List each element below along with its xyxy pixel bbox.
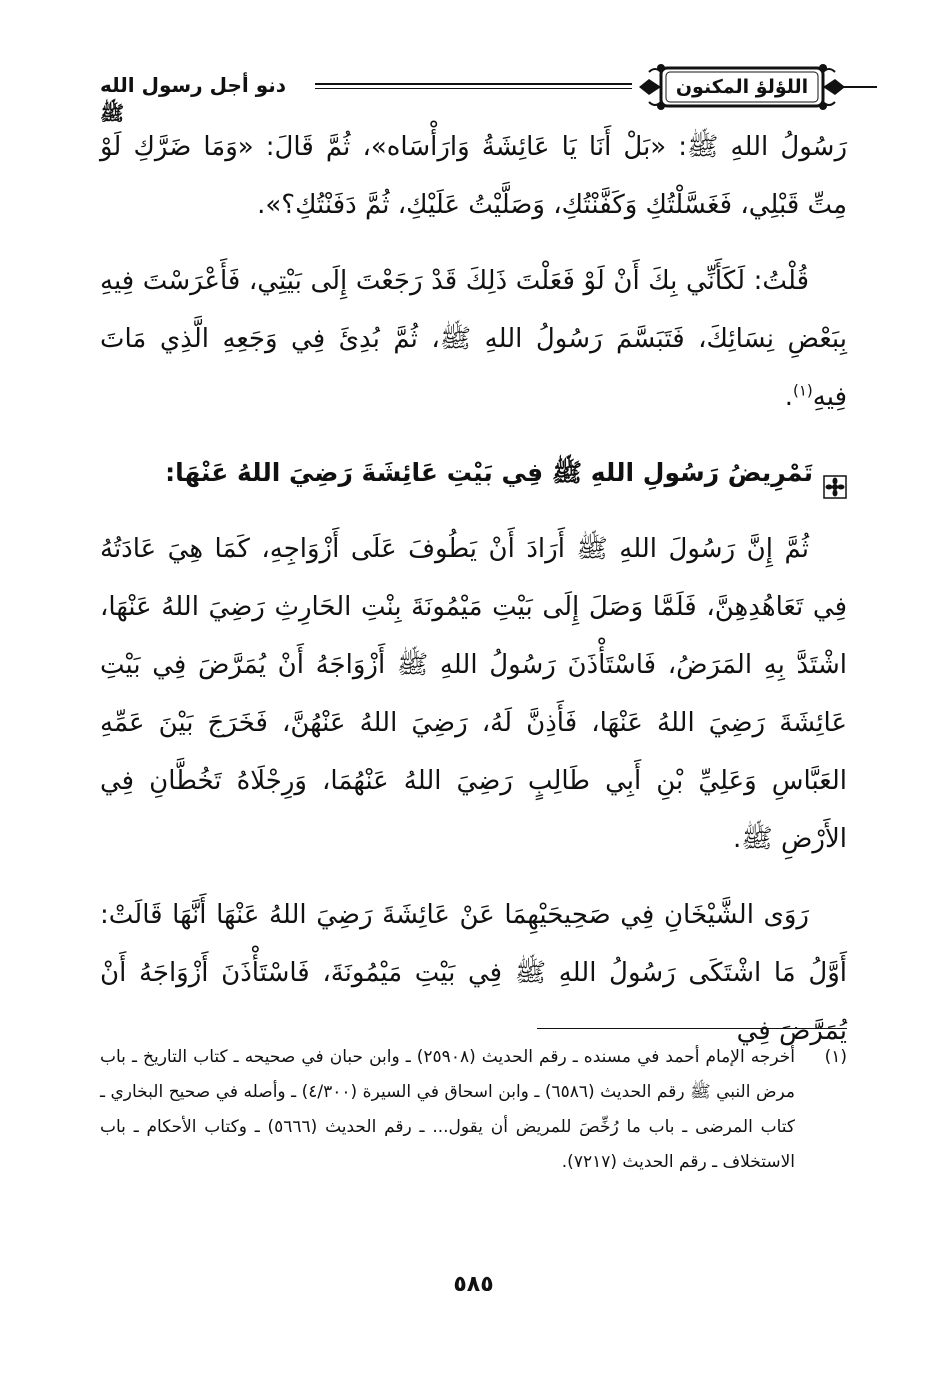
running-header bbox=[100, 58, 847, 125]
book-title-badge bbox=[637, 62, 847, 112]
main-text bbox=[100, 118, 847, 1060]
paragraph: ثُمَّ إِنَّ رَسُولَ اللهِ ﷺ أَرَادَ أَنْ يَطُوفَ عَلَى أَزْوَاجِهِ، كَمَا هِيَ عَادَتُهُ فِي تَعَاهُدِهِنَّ، فَلَمَّا وَصَلَ إِلَى بَيْتِ مَيْمُونَةَ بِنْتِ الحَارِثِ رَضِيَ اللهُ عَنْهَا، اشْتَدَّ بِهِ المَرَضُ، فَاسْتَأْذَنَ رَسُولُ اللهِ ﷺ أَزْوَاجَهُ أَنْ يُمَرَّضَ فِي بَيْتِ عَائِشَةَ رَضِيَ اللهُ عَنْهَا، فَأَذِنَّ لَهُ، رَضِيَ اللهُ عَنْهُنَّ، فَخَرَجَ بَيْنَ عَمِّهِ العَبَّاسِ وَعَلِيِّ بْنِ أَبِي طَالِبٍ رَضِيَ اللهُ عَنْهُمَا، وَرِجْلَاهُ تَخُطَّانِ فِي الأَرْضِ ﷺ. bbox=[100, 534, 847, 854]
footnote-reference[interactable]: (١) bbox=[793, 381, 813, 400]
paragraph-end: . bbox=[784, 382, 793, 412]
footnote-text: أخرجه الإمام أحمد في مسنده ـ رقم الحديث (٢٥٩٠٨) ـ وابن حبان في صحيحه ـ كتاب التاريخ ـ باب مرض النبي ﷺ رقم الحديث (٦٥٨٦) ـ وابن اسحاق في السيرة (٤/٣٠٠) ـ وأصله في صحيح البخاري ـ كتاب المرضى ـ باب ما رُخِّصَ للمريض أن يقول... ـ رقم الحديث (٥٦٦٦) ـ وكتاب الأحكام ـ باب الاستخلاف ـ رقم الحديث (٧٢١٧). bbox=[100, 1047, 795, 1172]
flower-ornament-icon bbox=[823, 462, 847, 486]
footnote-item bbox=[100, 1040, 847, 1180]
footnote-separator bbox=[537, 1028, 847, 1029]
header-rule-double-thin bbox=[315, 88, 632, 89]
page-number: ٥٨٥ bbox=[453, 1272, 494, 1297]
paragraph bbox=[100, 252, 847, 426]
footnote-number: (١) bbox=[824, 1047, 847, 1067]
section-heading-text: تَمْرِيضُ رَسُولِ اللهِ ﷺ فِي بَيْتِ عَائِشَةَ رَضِيَ اللهُ عَنْهَا: bbox=[165, 458, 813, 487]
section-heading bbox=[100, 444, 847, 502]
footnotes bbox=[100, 1040, 847, 1180]
paragraph: رَوَى الشَّيْخَانِ فِي صَحِيحَيْهِمَا عَنْ عَائِشَةَ رَضِيَ اللهُ عَنْهَا أَنَّهَا قَالَتْ: أَوَّلُ مَا اشْتَكَى رَسُولُ اللهِ ﷺ فِي بَيْتِ مَيْمُونَةَ، فَاسْتَأْذَنَ أَزْوَاجَهُ أَنْ يُمَرَّضَ فِي bbox=[100, 900, 847, 1046]
running-title: دنو أجل رسول الله ﷺ bbox=[100, 73, 287, 125]
header-rule-double bbox=[315, 83, 632, 85]
book-title: اللؤلؤ المكنون bbox=[675, 76, 809, 98]
paragraph: رَسُولُ اللهِ ﷺ: «بَلْ أَنَا يَا عَائِشَةُ وَارَأْسَاه»، ثُمَّ قَالَ: «وَمَا ضَرَّكِ لَوْ مِتِّ قَبْلِي، فَغَسَّلْتُكِ وَكَفَّنْتُكِ، وَصَلَّيْتُ عَلَيْكِ، ثُمَّ دَفَنْتُكِ؟». bbox=[100, 132, 847, 220]
paragraph-text: قُلْتُ: لَكَأَنِّي بِكَ أَنْ لَوْ فَعَلْتَ ذَلِكَ قَدْ رَجَعْتَ إِلَى بَيْتِي، فَأَعْرَسْتَ فِيهِ بِبَعْضِ نِسَائِكَ، فَتَبَسَّمَ رَسُولُ اللهِ ﷺ، ثُمَّ بُدِئَ فِي وَجَعِهِ الَّذِي مَاتَ فِيهِ bbox=[100, 266, 847, 412]
